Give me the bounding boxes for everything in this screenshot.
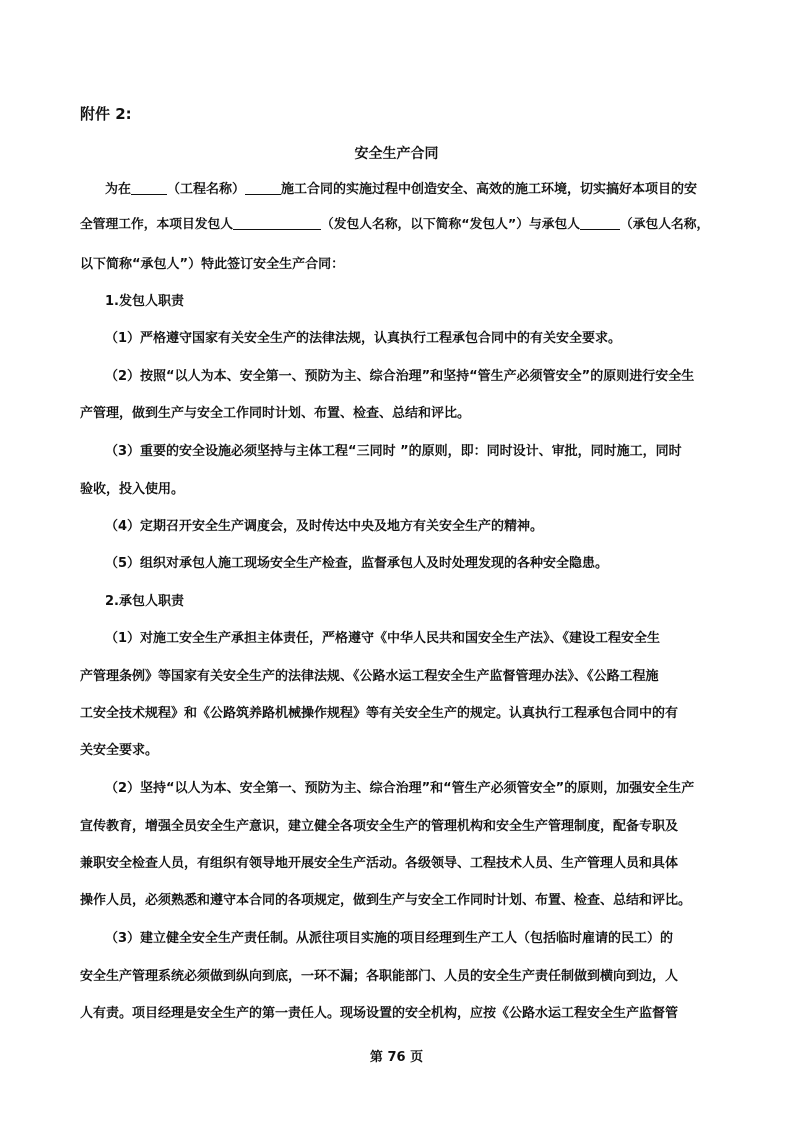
- paragraph-line: （3）重要的安全设施必须坚持与主体工程“三同时 ”的原则，即：同时设计、审批，同时施工，同时: [105, 444, 682, 459]
- paragraph-line: 验收，投入使用。: [80, 482, 185, 497]
- paragraph-line: 产管理，做到生产与安全工作同时计划、布置、检查、总结和评比。: [80, 406, 471, 421]
- attachment-label: 附件 2:: [80, 105, 132, 123]
- paragraph-line: （5）组织对承包人施工现场安全生产检查，监督承包人及时处理发现的各种安全隐患。: [105, 556, 609, 571]
- paragraph-line: （3）建立健全安全生产责任制。从派往项目实施的项目经理到生产工人（包括临时雇请的民工）的: [105, 931, 674, 946]
- intro-line-1: [105, 180, 718, 200]
- paragraph-line: （1）严格遵守国家有关安全生产的法律法规，认真执行工程承包合同中的有关安全要求。: [105, 331, 622, 346]
- paragraph-line: （1）对施工安全生产承担主体责任，严格遵守《中华人民共和国安全生产法》、《建设工程安全生: [105, 631, 661, 646]
- paragraph-line: 产管理条例》等国家有关安全生产的法律法规、《公路水运工程安全生产监督管理办法》、《公路工程施: [80, 669, 659, 684]
- paragraph-line: 工安全技术规程》和《公路筑养路机械操作规程》等有关安全生产的规定。认真执行工程承包合同中的有: [80, 706, 679, 721]
- blank-field: [245, 180, 281, 195]
- paragraph-line: 人有责。项目经理是安全生产的第一责任人。现场设置的安全机构，应按《公路水运工程安全生产监督管: [80, 1006, 679, 1021]
- intro-text: （承包人名称，: [620, 217, 710, 232]
- paragraph-line: 安全生产管理系统必须做到纵向到底，一环不漏；各职能部门、人员的安全生产责任制做到横向到边，人: [80, 969, 679, 984]
- section-heading: 2.承包人职责: [105, 594, 184, 609]
- paragraph-line: 关安全要求。: [80, 743, 159, 758]
- paragraph-line: 操作人员，必须熟悉和遵守本合同的各项规定，做到生产与安全工作同时计划、布置、检查、总结和评比。: [80, 893, 692, 908]
- paragraph-line: 兼职安全检查人员，有组织有领导地开展安全生产活动。各级领导、工程技术人员、生产管理人员和具体: [80, 856, 679, 871]
- blank-field: [233, 215, 321, 230]
- intro-text: （发包人名称，以下简称“发包人”）与承包人: [321, 217, 581, 232]
- paragraph-line: （2）坚持“以人为本、安全第一、预防为主、综合治理”和“管生产必须管安全”的原则，加强安全生产: [105, 781, 695, 796]
- intro-line-3: 以下简称“承包人”）特此签订安全生产合同：: [80, 257, 345, 272]
- project-name-placeholder: （工程名称）: [167, 182, 246, 197]
- document-title: 安全生产合同: [354, 146, 439, 162]
- intro-line-2: [80, 215, 718, 235]
- intro-text: 全管理工作，本项目发包人: [80, 217, 233, 232]
- section-heading: 1.发包人职责: [105, 294, 184, 309]
- intro-text: 为在: [105, 182, 132, 197]
- paragraph-line: （2）按照“以人为本、安全第一、预防为主、综合治理”和坚持“管生产必须管安全”的原则进行安全生: [105, 369, 695, 384]
- paragraph-line: 宣传教育，增强全员安全生产意识，建立健全各项安全生产的管理机构和安全生产管理制度，配备专职及: [80, 819, 679, 834]
- paragraph-line: （4）定期召开安全生产调度会，及时传达中央及地方有关安全生产的精神。: [105, 519, 544, 534]
- blank-field: [580, 215, 620, 230]
- blank-field: [131, 180, 167, 195]
- intro-text: 施工合同的实施过程中创造安全、高效的施工环境，切实搞好本项目的安: [281, 182, 698, 197]
- page-number: 第 76 页: [369, 1050, 424, 1065]
